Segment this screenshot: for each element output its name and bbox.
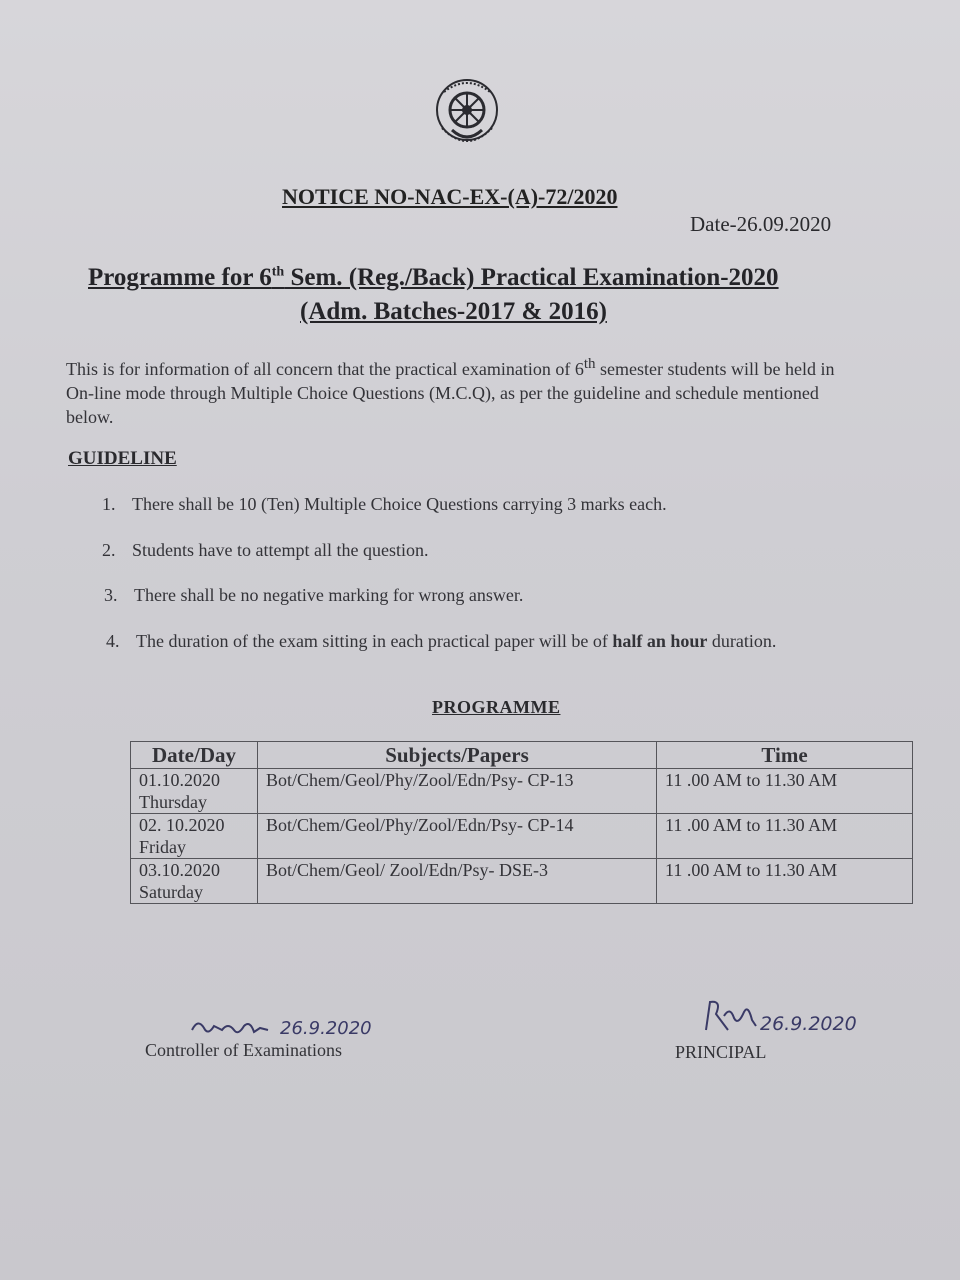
guideline-text: Students have to attempt all the question. — [132, 540, 429, 560]
column-header: Time — [657, 742, 913, 769]
programme-table — [130, 741, 913, 904]
time-cell: 11 .00 AM to 11.30 AM — [657, 814, 913, 859]
programme-heading: PROGRAMME — [432, 697, 561, 717]
guideline-bold: half an hour — [612, 631, 708, 651]
intro-paragraph — [66, 352, 856, 429]
guideline-item — [104, 585, 523, 606]
notice-date: Date-26.09.2020 — [690, 212, 832, 236]
cell-day: Friday — [139, 837, 186, 857]
cell-date: 01.10.2020 — [139, 770, 220, 790]
date-cell — [131, 769, 258, 814]
guideline-item — [102, 494, 667, 515]
table-row — [131, 769, 913, 814]
guideline-text: There shall be no negative marking for wrong answer. — [134, 585, 524, 605]
time-cell: 11 .00 AM to 11.30 AM — [657, 859, 913, 904]
title-sup: th — [271, 264, 285, 280]
principal-title: PRINCIPAL — [675, 1042, 767, 1062]
cell-date: 03.10.2020 — [139, 860, 220, 880]
guideline-number: 2. — [102, 540, 116, 560]
table-row — [131, 814, 913, 859]
guideline-number: 4. — [106, 631, 120, 651]
date-cell — [131, 859, 258, 904]
subjects-cell: Bot/Chem/Geol/Phy/Zool/Edn/Psy- CP-13 — [258, 769, 657, 814]
intro-part: semester students will be held in On-line mode through Multiple Choice Questions (M.C.Q), as per the guideline and schedule mentioned below. — [66, 359, 835, 427]
guideline-number: 1. — [102, 494, 116, 514]
subjects-cell: Bot/Chem/Geol/Phy/Zool/Edn/Psy- CP-14 — [258, 814, 657, 859]
principal-signature-icon — [700, 996, 880, 1038]
table-header-row — [131, 742, 913, 769]
intro-sup: th — [583, 356, 596, 372]
page-subtitle: (Adm. Batches-2017 & 2016) — [300, 298, 607, 325]
college-emblem-icon — [424, 70, 510, 156]
table-row — [131, 859, 913, 904]
signature-date: 26.9.2020 — [760, 1013, 857, 1035]
controller-title: Controller of Examinations — [145, 1040, 342, 1060]
guideline-item — [106, 631, 776, 652]
guideline-number: 3. — [104, 585, 118, 605]
guideline-heading: GUIDELINE — [68, 448, 177, 469]
title-part: Programme for 6 — [88, 264, 272, 291]
column-header: Date/Day — [131, 742, 258, 769]
cell-day: Thursday — [139, 792, 207, 812]
guideline-text: There shall be 10 (Ten) Multiple Choice Questions carrying 3 marks each. — [132, 494, 667, 514]
guideline-text: duration. — [707, 631, 777, 651]
signature-date: 26.9.2020 — [280, 1018, 372, 1039]
column-header: Subjects/Papers — [258, 742, 657, 769]
time-cell: 11 .00 AM to 11.30 AM — [657, 769, 913, 814]
page-title — [88, 264, 779, 292]
date-cell — [131, 814, 258, 859]
cell-day: Saturday — [139, 882, 203, 902]
notice-number: NOTICE NO-NAC-EX-(A)-72/2020 — [282, 184, 618, 209]
guideline-item — [102, 540, 428, 561]
subjects-cell: Bot/Chem/Geol/ Zool/Edn/Psy- DSE-3 — [258, 859, 657, 904]
controller-signature-icon — [188, 1012, 398, 1042]
guideline-text: The duration of the exam sitting in each practical paper will be of — [136, 631, 613, 651]
title-part: Sem. (Reg./Back) Practical Examination-2020 — [284, 264, 779, 291]
cell-date: 02. 10.2020 — [139, 815, 225, 835]
intro-part: This is for information of all concern that the practical examination of 6 — [66, 359, 584, 379]
